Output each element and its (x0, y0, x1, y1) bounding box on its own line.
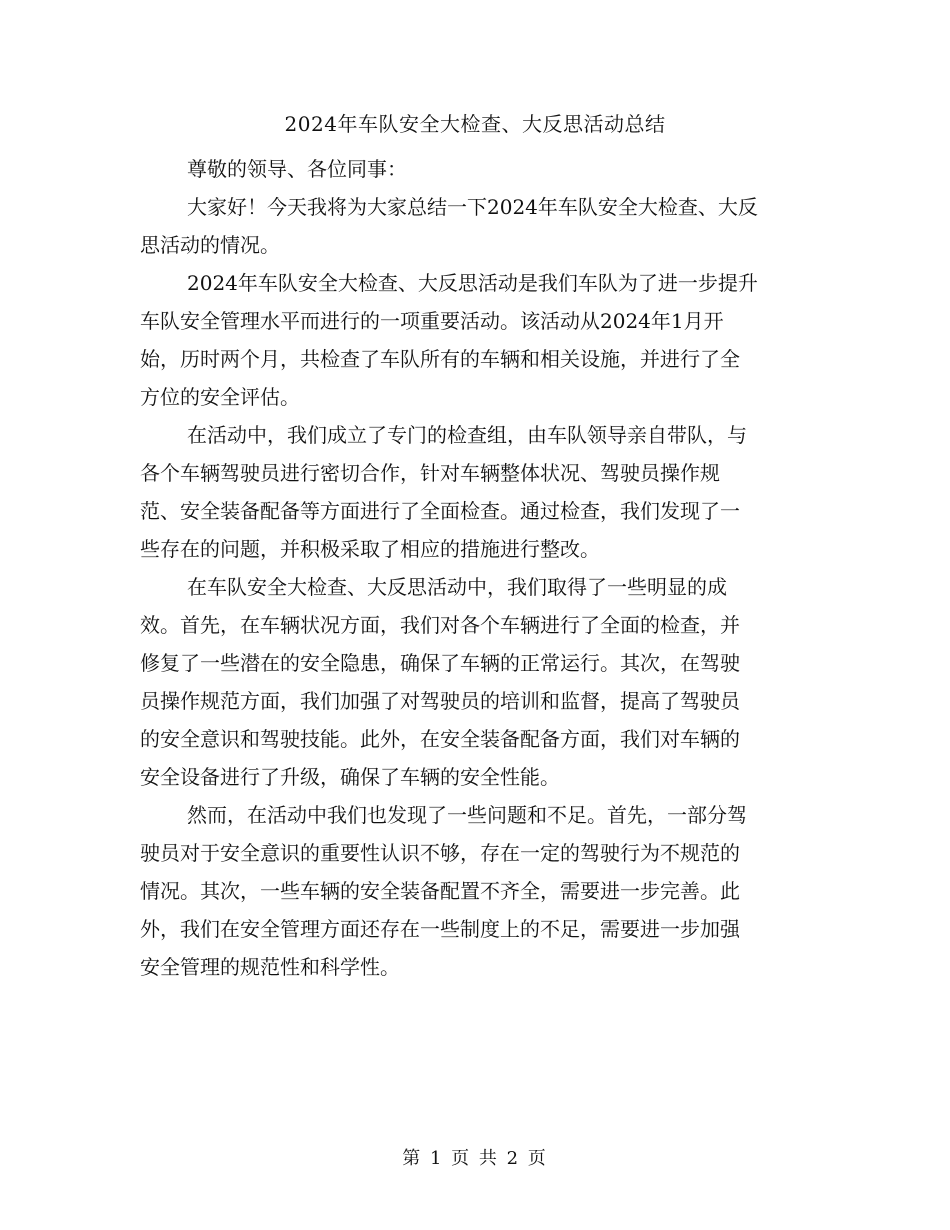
paragraph-line: 安全设备进行了升级，确保了车辆的安全性能。 (140, 765, 560, 789)
paragraph-line: 各个车辆驾驶员进行密切合作，针对车辆整体状况、驾驶员操作规 (140, 461, 720, 485)
paragraph-line: 些存在的问题，并积极采取了相应的措施进行整改。 (140, 537, 600, 561)
paragraph-line: 2024年车队安全大检查、大反思活动是我们车队为了进一步提升 (187, 271, 758, 295)
paragraph-problems (140, 796, 810, 986)
page-number-footer: 第 1 页 共 2 页 (402, 1148, 548, 1169)
paragraph-intro (140, 188, 810, 264)
paragraph-line: 修复了一些潜在的安全隐患，确保了车辆的正常运行。其次，在驾驶 (140, 651, 740, 675)
paragraph-line: 然而，在活动中我们也发现了一些问题和不足。首先，一部分驾 (187, 803, 747, 827)
paragraph-line: 的安全意识和驾驶技能。此外，在安全装备配备方面，我们对车辆的 (140, 727, 740, 751)
paragraph-line: 外，我们在安全管理方面还存在一些制度上的不足，需要进一步加强 (140, 917, 740, 941)
paragraph-line: 驶员对于安全意识的重要性认识不够，存在一定的驾驶行为不规范的 (140, 841, 740, 865)
greeting-paragraph (140, 150, 810, 188)
paragraph-line: 大家好！今天我将为大家总结一下2024年车队安全大检查、大反 (187, 195, 758, 219)
paragraph-line: 始，历时两个月，共检查了车队所有的车辆和相关设施，并进行了全 (140, 347, 740, 371)
paragraph-line: 方位的安全评估。 (140, 385, 300, 409)
paragraph-overview (140, 264, 810, 416)
greeting-line: 尊敬的领导、各位同事： (187, 157, 407, 181)
paragraph-line: 范、安全装备配备等方面进行了全面检查。通过检查，我们发现了一 (140, 499, 740, 523)
document-title: 2024年车队安全大检查、大反思活动总结 (284, 112, 666, 136)
paragraph-line: 员操作规范方面，我们加强了对驾驶员的培训和监督，提高了驾驶员 (140, 689, 740, 713)
paragraph-process (140, 416, 810, 568)
paragraph-line: 情况。其次，一些车辆的安全装备配置不齐全，需要进一步完善。此 (140, 879, 740, 903)
paragraph-line: 思活动的情况。 (140, 233, 280, 257)
paragraph-line: 安全管理的规范性和科学性。 (140, 955, 400, 979)
paragraph-results (140, 568, 810, 796)
paragraph-line: 车队安全管理水平而进行的一项重要活动。该活动从2024年1月开 (140, 309, 724, 333)
document-body (140, 150, 810, 986)
paragraph-line: 效。首先，在车辆状况方面，我们对各个车辆进行了全面的检查，并 (140, 613, 740, 637)
paragraph-line: 在活动中，我们成立了专门的检查组，由车队领导亲自带队，与 (187, 423, 747, 447)
paragraph-line: 在车队安全大检查、大反思活动中，我们取得了一些明显的成 (187, 575, 727, 599)
